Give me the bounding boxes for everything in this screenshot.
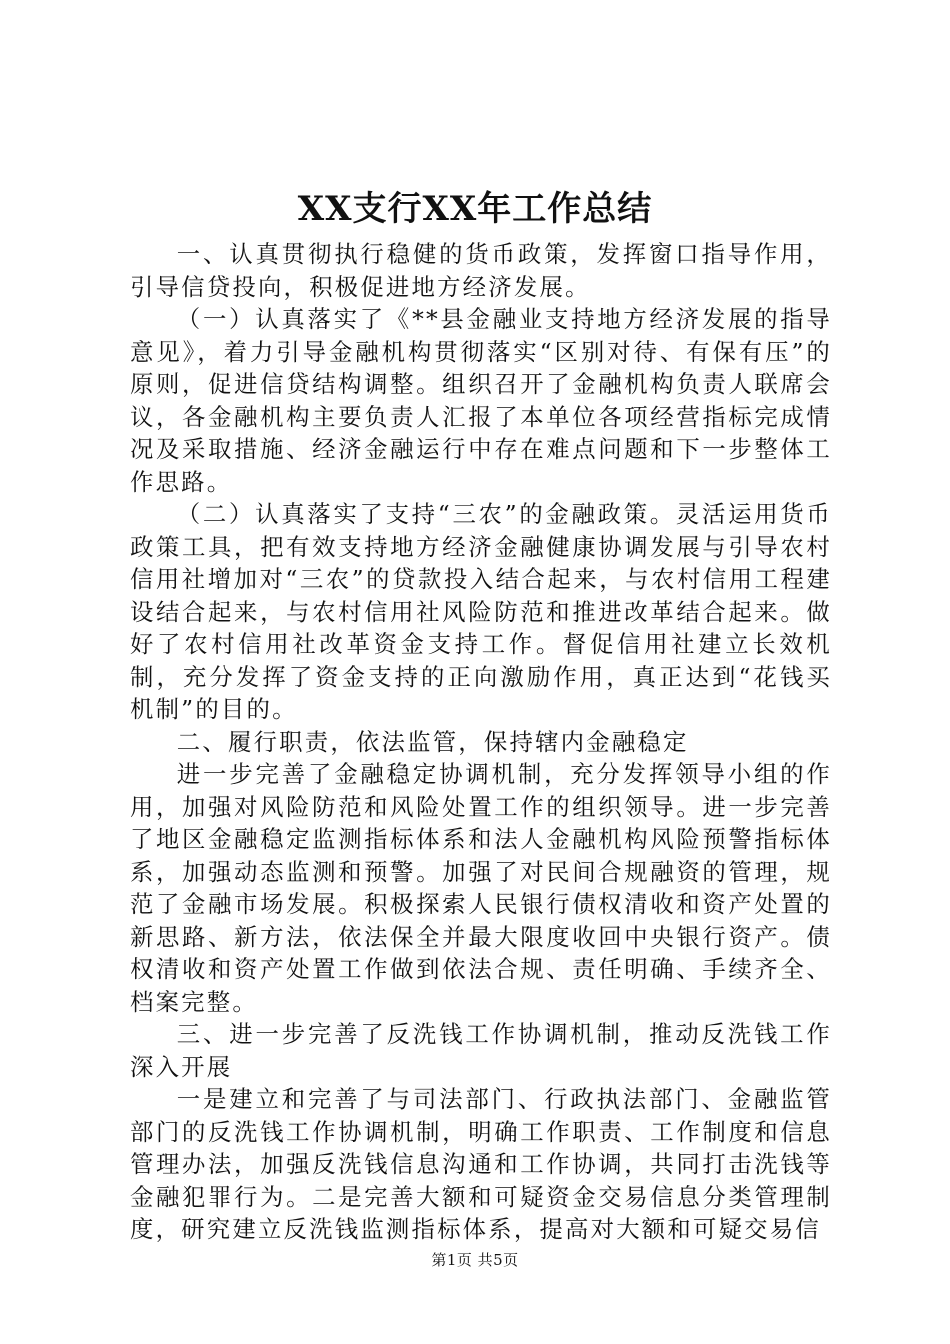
paragraph-section-two-body: 进一步完善了金融稳定协调机制，充分发挥领导小组的作用，加强对风险防范和风险处置工作的组织领导。进一步完善了地区金融稳定监测指标体系和法人金融机构风险预警指标体系，加强动态监测和预警。加强了对民间合规融资的管理，规范了金融市场发展。积极探索人民银行债权清收和资产处置的新思路、新方法，依法保全并最大限度收回中央银行资产。债权清收和资产处置工作做到依法合规、责任明确、手续齐全、档案完整。	[130, 760, 832, 1016]
paragraph-item-two: （二）认真落实了支持“三农”的金融政策。灵活运用货币政策工具，把有效支持地方经济金融健康协调发展与引导农村信用社增加对“三农”的贷款投入结合起来，与农村信用工程建设结合起来，与农村信用社风险防范和推进改革结合起来。做好了农村信用社改革资金支持工作。督促信用社建立长效机制，充分发挥了资金支持的正向激励作用，真正达到“花钱买机制”的目的。	[130, 500, 832, 723]
paragraph-section-three-heading: 三、进一步完善了反洗钱工作协调机制，推动反洗钱工作深入开展	[130, 1020, 832, 1081]
page-number-footer: 第1页 共5页	[431, 1251, 519, 1269]
paragraph-section-one-heading: 一、认真贯彻执行稳健的货币政策，发挥窗口指导作用，引导信贷投向，积极促进地方经济发展。	[130, 240, 832, 301]
document-body	[130, 238, 832, 1246]
paragraph-section-three-body: 一是建立和完善了与司法部门、行政执法部门、金融监管部门的反洗钱工作协调机制，明确工作职责、工作制度和信息管理办法，加强反洗钱信息沟通和工作协调，共同打击洗钱等金融犯罪行为。二是完善大额和可疑资金交易信息分类管理制度，研究建立反洗钱监测指标体系，提高对大额和可疑交易信	[130, 1085, 832, 1243]
paragraph-section-two-heading: 二、履行职责，依法监管，保持辖内金融稳定	[176, 727, 689, 756]
document-title: XX支行XX年工作总结	[297, 189, 653, 229]
paragraph-item-one: （一）认真落实了《**县金融业支持地方经济发展的指导意见》，着力引导金融机构贯彻落实“区别对待、有保有压”的原则，促进信贷结构调整。组织召开了金融机构负责人联席会议，各金融机构主要负责人汇报了本单位各项经营指标完成情况及采取措施、经济金融运行中存在难点问题和下一步整体工作思路。	[130, 305, 832, 496]
